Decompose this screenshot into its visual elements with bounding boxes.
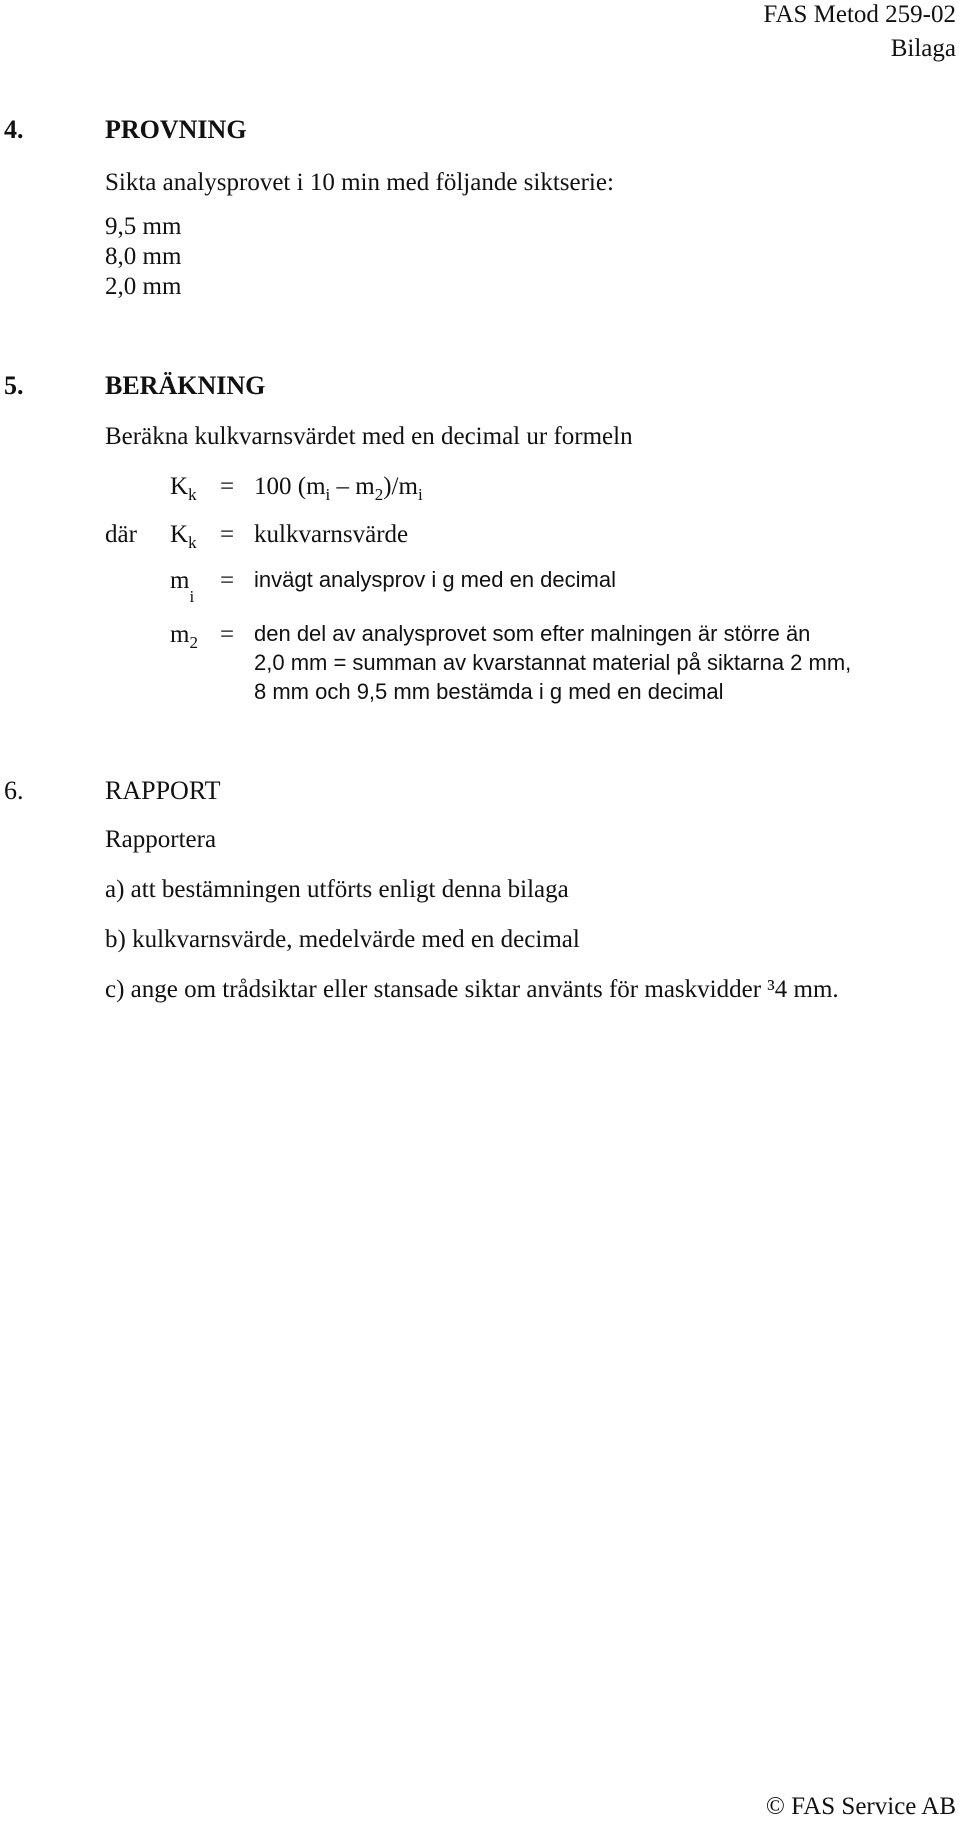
footer-copyright <box>766 1794 956 1819</box>
section-5-title: BERÄKNING <box>105 371 266 400</box>
report-item: a) att bestämningen utförts enligt denna bilaga <box>105 876 569 903</box>
section-6-intro: Rapportera <box>105 826 217 853</box>
formula-part: 100 (m <box>254 473 326 500</box>
where-label: där <box>105 521 137 548</box>
formula-subscript: i <box>417 485 423 504</box>
section-5-intro: Beräkna kulkvarnsvärdet med en decimal ur formeln <box>105 423 633 450</box>
symbol-subscript: 2 <box>189 633 198 652</box>
doc-type: Bilaga <box>890 35 956 62</box>
section-4-intro: Sikta analysprovet i 10 min med följande siktserie: <box>105 169 614 196</box>
formula-equals: = <box>220 473 235 500</box>
report-item: c) ange om trådsiktar eller stansade siktar använts för maskvidder ³4 mm. <box>105 976 839 1003</box>
formula-subscript: k <box>188 485 197 504</box>
def-text-line: 2,0 mm = summan av kvarstannat material på siktarna 2 mm, <box>254 650 852 675</box>
symbol: m <box>170 621 190 648</box>
formula-symbol: K <box>170 473 189 500</box>
section-5-number: 5. <box>4 371 24 400</box>
def-text-line: den del av analysprovet som efter malningen är större än <box>254 621 811 646</box>
def-symbol <box>170 621 198 652</box>
def-equals: = <box>220 621 235 648</box>
def-text-line: 8 mm och 9,5 mm bestämda i g med en decimal <box>254 679 724 704</box>
def-text: invägt analysprov i g med en decimal <box>254 567 616 592</box>
company-name: FAS Service AB <box>791 1793 956 1820</box>
sieve-item: 9,5 mm <box>105 213 182 240</box>
report-item: b) kulkvarnsvärde, medelvärde med en decimal <box>105 926 580 953</box>
formula-expression <box>254 473 423 504</box>
def-symbol <box>170 567 195 606</box>
def-equals: = <box>220 521 235 548</box>
symbol-subscript: k <box>188 533 197 552</box>
symbol-subscript: i <box>189 587 195 606</box>
section-6-title: RAPPORT <box>105 776 221 805</box>
formula-part: )/m <box>383 473 418 500</box>
formula-subscript: 2 <box>374 485 384 504</box>
section-4-title: PROVNING <box>105 115 247 144</box>
formula-part: – m <box>330 473 375 500</box>
sieve-item: 2,0 mm <box>105 273 182 300</box>
sieve-item: 8,0 mm <box>105 243 182 270</box>
formula-subscript: i <box>325 485 331 504</box>
copyright-icon: © <box>765 1793 785 1820</box>
def-text: kulkvarnsvärde <box>254 521 409 548</box>
section-4-number: 4. <box>4 115 24 144</box>
doc-code: FAS Metod 259-02 <box>763 1 956 28</box>
def-symbol <box>170 521 197 552</box>
def-equals: = <box>220 567 235 594</box>
formula-lhs <box>170 473 197 504</box>
symbol: m <box>170 567 190 594</box>
section-6-number: 6. <box>4 776 24 805</box>
symbol: K <box>170 521 189 548</box>
